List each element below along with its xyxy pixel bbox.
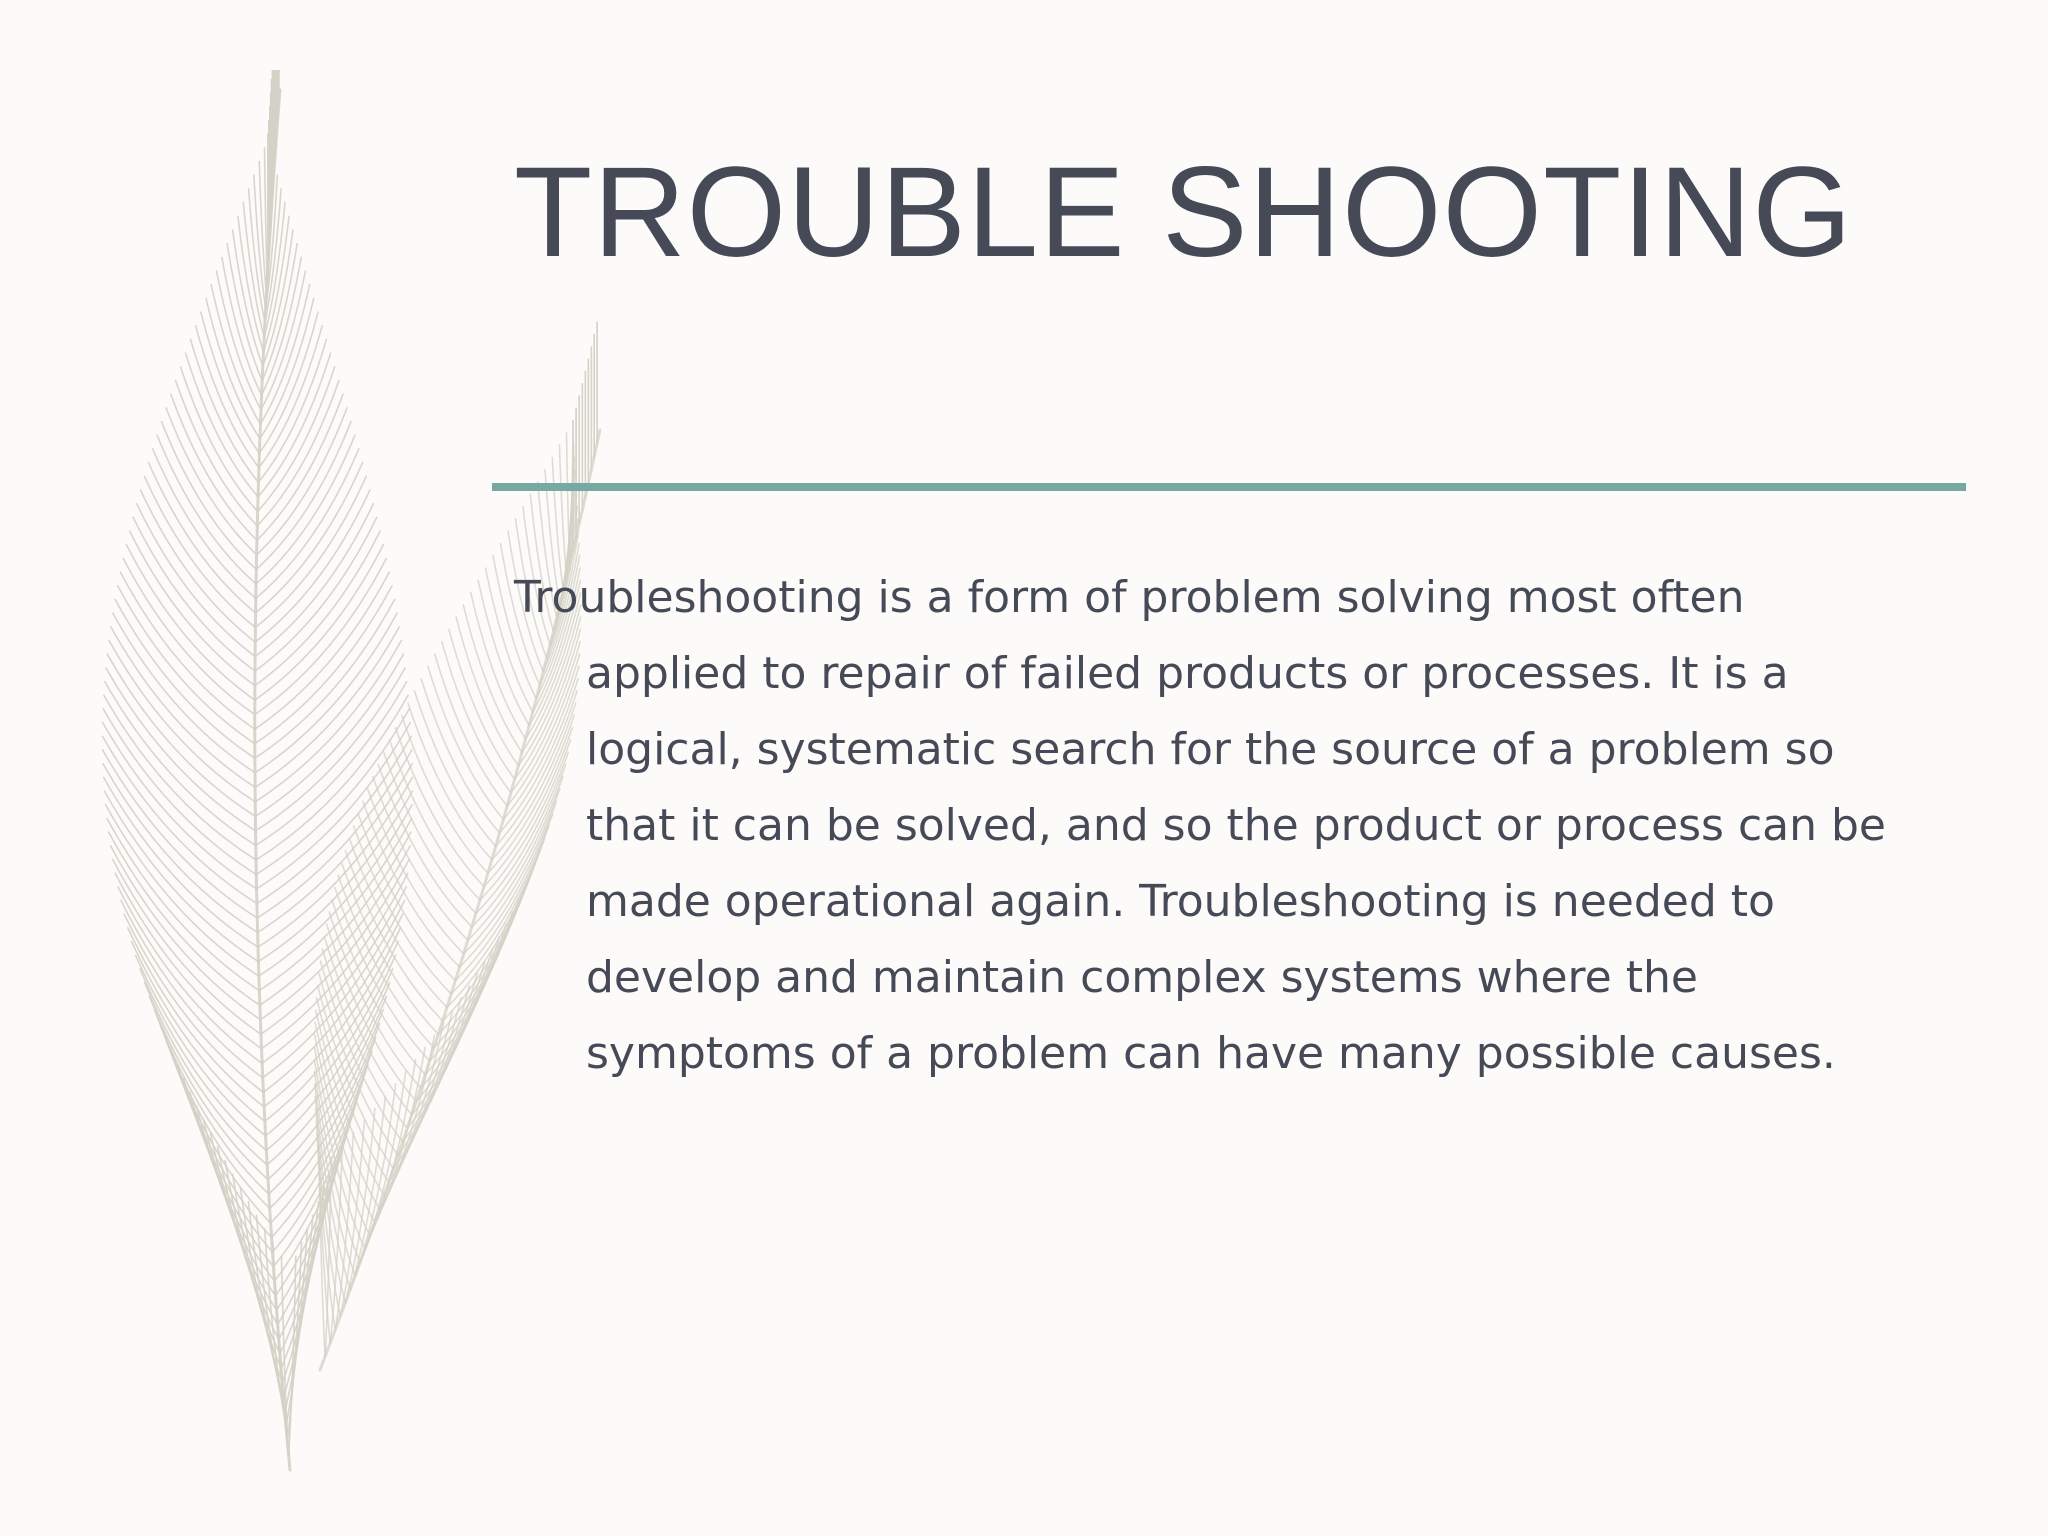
title-divider bbox=[492, 483, 1966, 491]
body-paragraph: Troubleshooting is a form of problem solving most often applied to repair of failed products or processes. It is a logical, systematic search for the source of a problem so that it can be solved, and so the product or process can be made operational again. Troubleshooting is needed to develop and maintain complex systems where the symptoms of a problem can have many possible causes. bbox=[514, 572, 1886, 1079]
slide-title: TROUBLE SHOOTING bbox=[514, 141, 1853, 284]
